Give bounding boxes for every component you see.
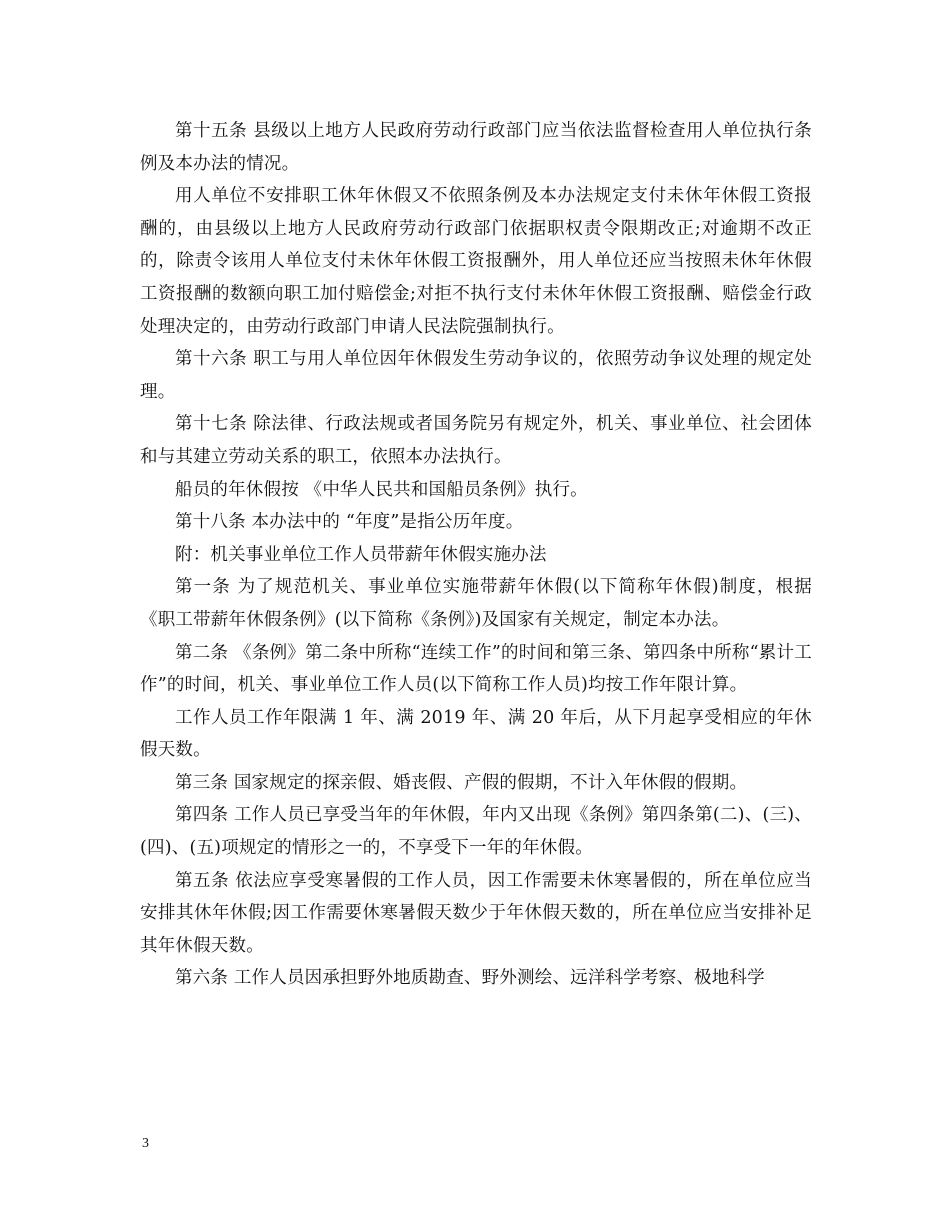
paragraph-appendix-article-5: 第五条 依法应享受寒暑假的工作人员，因工作需要未休寒暑假的，所在单位应当安排其休年休假;因工作需要休寒暑假天数少于年休假天数的，所在单位应当安排补足其年休假天数。 bbox=[140, 870, 812, 956]
paragraph-article-18: 第十八条 本办法中的 “年度”是指公历年度。 bbox=[175, 512, 524, 533]
paragraph-seafarers: 船员的年休假按 《中华人民共和国船员条例》执行。 bbox=[175, 479, 588, 500]
paragraph-appendix-article-6: 第六条 工作人员因承担野外地质勘查、野外测绘、远洋科学考察、极地科学 bbox=[175, 968, 765, 989]
document-body bbox=[140, 115, 812, 995]
paragraph-work-years: 工作人员工作年限满 1 年、满 2019 年、满 20 年后，从下月起享受相应的年休假天数。 bbox=[140, 707, 812, 761]
paragraph-appendix-article-2: 第二条 《条例》第二条中所称“连续工作”的时间和第三条、第四条中所称“累计工作”的时间，机关、事业单位工作人员(以下简称工作人员)均按工作年限计算。 bbox=[140, 642, 812, 696]
paragraph-article-16: 第十六条 职工与用人单位因年休假发生劳动争议的，依照劳动争议处理的规定处理。 bbox=[140, 349, 812, 402]
paragraph-appendix-article-1: 第一条 为了规范机关、事业单位实施带薪年休假(以下简称年休假)制度，根据《职工带薪年休假条例》(以下简称《条例》)及国家有关规定，制定本办法。 bbox=[140, 577, 812, 630]
paragraph-article-17: 第十七条 除法律、行政法规或者国务院另有规定外，机关、事业单位、社会团体和与其建立劳动关系的职工，依照本办法执行。 bbox=[140, 414, 812, 467]
paragraph-article-15: 第十五条 县级以上地方人民政府劳动行政部门应当依法监督检查用人单位执行条例及本办法的情况。 bbox=[140, 121, 812, 174]
paragraph-appendix-article-3: 第三条 国家规定的探亲假、婚丧假、产假的假期，不计入年休假的假期。 bbox=[175, 772, 748, 793]
page-number: 3 bbox=[142, 1136, 149, 1151]
paragraph-penalty: 用人单位不安排职工休年休假又不依照条例及本办法规定支付未休年休假工资报酬的，由县级以上地方人民政府劳动行政部门依据职权责令限期改正;对逾期不改正的，除责令该用人单位支付未休年休假工资报酬外，用人单位还应当按照未休年休假工资报酬的数额向职工加付赔偿金;对拒不执行支付未休年休假工资报酬、赔偿金行政处理决定的，由劳动行政部门申请人民法院强制执行。 bbox=[140, 186, 812, 337]
paragraph-appendix-article-4: 第四条 工作人员已享受当年的年休假，年内又出现《条例》第四条第(二)、(三)、(四)、(五)项规定的情形之一的，不享受下一年的年休假。 bbox=[140, 805, 812, 859]
paragraph-appendix-title: 附：机关事业单位工作人员带薪年休假实施办法 bbox=[175, 544, 547, 565]
